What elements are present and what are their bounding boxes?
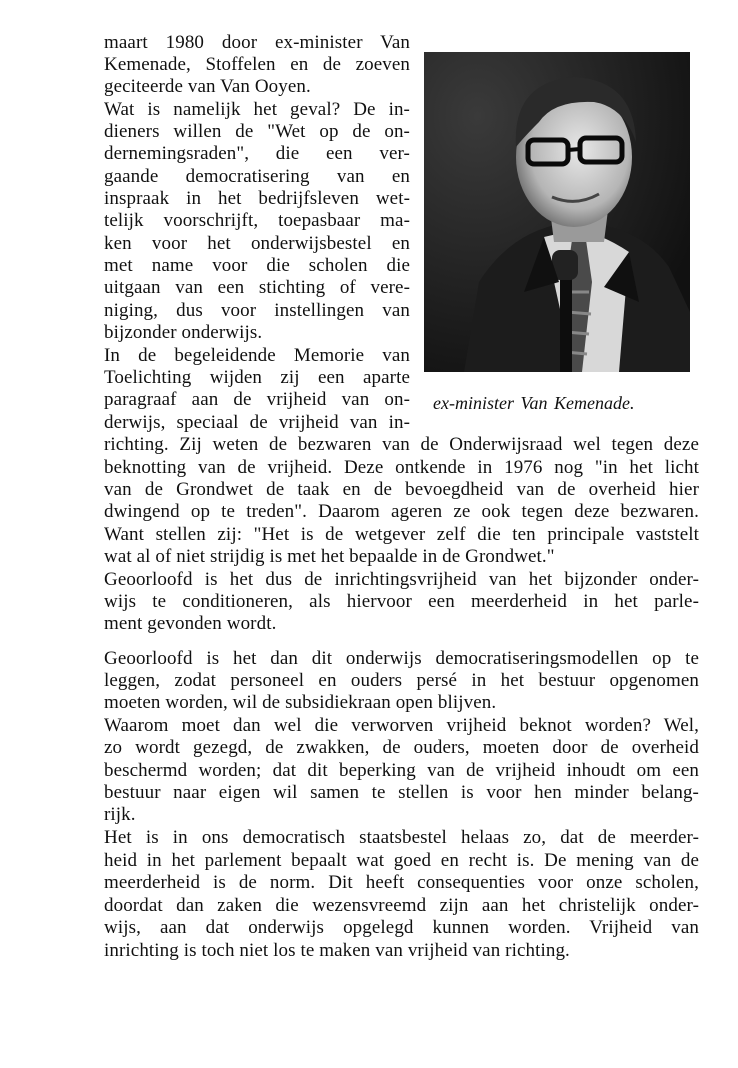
text-line: zo wordt gezegd, de zwakken, de ouders, moeten door de overheid (104, 737, 699, 758)
text-line: inrichting is toch niet los te maken van vrijheid van richting. (104, 940, 570, 961)
portrait-photo (424, 52, 690, 372)
text-line: heid in het parlement bepaalt wat goed en recht is. De mening van de (104, 850, 699, 871)
text-line: inspraak in het bedrijfsleven wet- (104, 188, 410, 209)
text-line: gaande democratisering van en (104, 166, 410, 187)
text-line: derwijs, speciaal de vrijheid van in- (104, 412, 410, 433)
text-line: doordat dan zaken die wezensvreemd zijn aan het christelijk onder- (104, 895, 699, 916)
text-line: telijk voorschrijft, toepasbaar ma- (104, 210, 410, 231)
text-line: wijs, aan dat onderwijs opgelegd kunnen worden. Vrijheid van (104, 917, 699, 938)
text-line: Want stellen zij: "Het is de wetgever zelf die ten principale vaststelt (104, 524, 699, 545)
portrait-illustration (424, 52, 690, 372)
text-line: bijzonder onderwijs. (104, 322, 263, 343)
text-line: niging, dus voor instellingen van (104, 300, 410, 321)
text-line: Waarom moet dan wel die verworven vrijheid beknot worden? Wel, (104, 715, 699, 736)
text-line: maart 1980 door ex-minister Van (104, 32, 410, 53)
text-line: rijk. (104, 804, 136, 825)
text-line: Kemenade, Stoffelen en de zoeven (104, 54, 410, 75)
text-line: moeten worden, wil de subsidiekraan open blijven. (104, 692, 497, 713)
text-line: wijs te conditioneren, als hiervoor een meerderheid in het parle- (104, 591, 699, 612)
text-line: met name voor die scholen die (104, 255, 410, 276)
text-line: leggen, zodat personeel en ouders persé in het bestuur opgenomen (104, 670, 699, 691)
text-line: richting. Zij weten de bezwaren van de Onderwijsraad wel tegen deze (104, 434, 699, 455)
text-line: beknotting van de vrijheid. Deze ontkende in 1976 nog "in het licht (104, 457, 699, 478)
text-line: beschermd worden; dat dit beperking van de vrijheid inhoudt om een (104, 760, 699, 781)
text-line: wat al of niet strijdig is met het bepaalde in de Grondwet." (104, 546, 555, 567)
text-line: geciteerde van Van Ooyen. (104, 76, 311, 97)
text-line: uitgaan van een stichting of vere- (104, 277, 410, 298)
photo-caption: ex-minister Van Kemenade. (433, 393, 635, 413)
text-line: Geoorloofd is het dus de inrichtingsvrijheid van het bijzonder onder- (104, 569, 699, 590)
text-line: dieners willen de "Wet op de on- (104, 121, 410, 142)
text-line: bestuur naar eigen wil samen te stellen is voor hen minder belang- (104, 782, 699, 803)
text-line: van de Grondwet de taak en de bevoegdheid van de overheid hier (104, 479, 699, 500)
text-line: Wat is namelijk het geval? De in- (104, 99, 410, 120)
text-line: meerderheid is de norm. Dit heeft consequenties voor onze scholen, (104, 872, 699, 893)
text-line: Geoorloofd is het dan dit onderwijs democratiseringsmodellen op te (104, 648, 699, 669)
text-line: Toelichting wijden zij een aparte (104, 367, 410, 388)
text-line: ken voor het onderwijsbestel en (104, 233, 410, 254)
text-line: dernemingsraden", die een ver- (104, 143, 410, 164)
text-line: ment gevonden wordt. (104, 613, 277, 634)
text-line: paragraaf aan de vrijheid van on- (104, 389, 410, 410)
text-line: dwingend op te treden". Daarom ageren ze ook tegen deze bezwaren. (104, 501, 699, 522)
text-line: In de begeleidende Memorie van (104, 345, 410, 366)
text-line: Het is in ons democratisch staatsbestel helaas zo, dat de meerder- (104, 827, 699, 848)
